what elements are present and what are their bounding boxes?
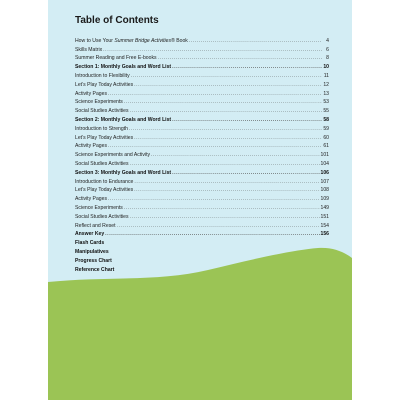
toc-entry-page-number: 4 [326,37,329,44]
toc-entry-label [75,99,123,105]
toc-entry[interactable] [75,97,329,106]
toc-entry-label [75,38,188,44]
toc-entry-page-number: 59 [323,125,329,132]
toc-dot-leader [158,55,322,61]
toc-entry-page-number: 10 [323,64,329,71]
toc-dot-leader [108,91,322,97]
toc-entry[interactable] [75,211,329,220]
toc-dot-leader [105,231,319,237]
toc-entry-label-text: Section 3: Monthly Goals and Word List [75,169,172,176]
toc-entry[interactable] [75,105,329,114]
toc-entry-page-number: 60 [323,134,329,141]
toc-title: Table of Contents [75,15,159,26]
toc-entry-label [75,82,133,88]
toc-entry-label [75,108,129,114]
toc-entry-page-number: 8 [326,55,329,62]
toc-entry-label-text: Social Studies Activities [75,160,129,167]
toc-entry[interactable] [75,185,329,194]
toc-entry-label-text: Science Experiments and Activity [75,152,151,159]
toc-dot-leader [130,108,322,114]
toc-entry-label [75,135,133,141]
toc-content [75,15,329,273]
toc-entry[interactable] [75,229,329,238]
toc-entry-label-italic: Summer Bridge Activities [114,37,172,44]
toc-entry[interactable] [75,167,329,176]
toc-entry-label-text: Reference Chart [75,266,115,273]
toc-dot-leader [103,47,322,53]
toc-entry[interactable] [75,246,329,255]
toc-entry-label-text: Science Experiments [75,99,123,106]
toc-entry-label [75,73,130,79]
toc-entry[interactable] [75,176,329,185]
toc-entry-label-text: Let’s Play Today Activities [75,134,134,141]
toc-dot-leader [189,38,322,44]
toc-entry[interactable] [75,70,329,79]
toc-dot-leader [134,82,322,88]
toc-entry[interactable] [75,53,329,62]
toc-entry-label [75,55,157,61]
toc-entry-label-text: Activity Pages [75,143,107,150]
toc-dot-leader [129,126,322,132]
toc-entry-page-number: 101 [320,152,329,159]
toc-entry[interactable] [75,132,329,141]
toc-entry-label [75,117,171,123]
toc-entry-label-text: Activity Pages [75,90,107,97]
toc-entry-label-text: Flash Cards [75,240,105,247]
toc-entry-page-number: 13 [323,90,329,97]
toc-entry[interactable] [75,202,329,211]
toc-entry[interactable] [75,220,329,229]
toc-entry-label-text: Activity Pages [75,196,107,203]
toc-entry-page-number: 11 [323,72,329,79]
toc-entry-label-text: Introduction to Flexibility [75,72,130,79]
toc-entry-page-number: 154 [320,222,329,229]
toc-dot-leader [134,135,322,141]
toc-entry-label [75,170,171,176]
toc-entry-label [75,47,102,53]
toc-entry-page-number: 156 [320,231,329,238]
toc-entry-page-number: 108 [320,187,329,194]
toc-entry-page-number: 55 [323,108,329,115]
toc-entry-page-number: 12 [323,81,329,88]
toc-entry-page-number: 107 [320,178,329,185]
toc-dot-leader [130,161,320,167]
toc-entry[interactable] [75,149,329,158]
toc-entry[interactable] [75,141,329,150]
toc-entry-page-number: 6 [326,46,329,53]
toc-entry-label [75,161,129,167]
toc-entry-label-text: Introduction to Endurance [75,178,134,185]
toc-entry[interactable] [75,158,329,167]
toc-entry-label-text: Reflect and Reset [75,222,116,229]
toc-entry-label [75,126,128,132]
toc-entry[interactable] [75,44,329,53]
toc-entry-label-text: Summer Reading and Free E-books [75,55,157,62]
toc-entry[interactable] [75,61,329,70]
toc-dot-leader [134,187,319,193]
toc-entry-label [75,64,171,70]
toc-entry-label-text: Section 2: Monthly Goals and Word List [75,116,172,123]
toc-dot-leader [172,117,322,123]
toc-entry-label [75,179,133,185]
toc-entry-label [75,214,129,220]
toc-dot-leader [108,196,320,202]
toc-entry-page-number: 106 [320,169,329,176]
toc-dot-leader [134,179,319,185]
toc-entry[interactable] [75,123,329,132]
toc-entry[interactable] [75,237,329,246]
toc-dot-leader [124,99,322,105]
toc-entry-label-text: Let’s Play Today Activities [75,187,134,194]
toc-entry-label-text: Introduction to Strength [75,125,128,132]
toc-entry-label [75,143,107,149]
toc-entry-label [75,91,107,97]
toc-entry[interactable] [75,35,329,44]
toc-entry[interactable] [75,79,329,88]
toc-entry-label [75,152,150,158]
toc-entry-label [75,240,104,246]
toc-entry-label-text: Science Experiments [75,204,123,211]
toc-entry-label [75,231,104,237]
toc-entry-label-suffix: ® Book [171,37,188,44]
toc-entry-label-text: Manipulatives [75,248,109,255]
toc-entry-label [75,267,114,273]
toc-entry-page-number: 104 [320,160,329,167]
toc-entry[interactable] [75,264,329,273]
toc-entry-page-number: 61 [323,143,329,150]
toc-entry[interactable] [75,255,329,264]
toc-entry-label-text: Answer Key [75,231,105,238]
toc-entry-label-text: Progress Chart [75,257,112,264]
toc-entry[interactable] [75,193,329,202]
toc-list [75,35,329,273]
toc-entry-label-text: How to Use Your [75,37,115,44]
toc-entry-label [75,249,109,255]
toc-dot-leader [130,214,320,220]
toc-entry-label [75,205,123,211]
toc-entry-label-text: Social Studies Activities [75,213,129,220]
toc-dot-leader [117,223,320,229]
toc-entry[interactable] [75,114,329,123]
toc-entry-page-number: 53 [323,99,329,106]
toc-entry-page-number: 151 [320,213,329,220]
toc-entry-label-text: Let’s Play Today Activities [75,81,134,88]
toc-entry-label-text: Social Studies Activities [75,108,129,115]
toc-dot-leader [151,152,319,158]
toc-entry-page-number: 109 [320,196,329,203]
toc-dot-leader [131,73,322,79]
toc-entry-label [75,258,112,264]
toc-entry-label [75,187,133,193]
toc-entry[interactable] [75,88,329,97]
toc-entry-label-text: Skills Matrix [75,46,103,53]
toc-entry-label [75,223,116,229]
document-page [48,0,352,400]
toc-entry-label [75,196,107,202]
toc-dot-leader [172,170,319,176]
toc-dot-leader [124,205,320,211]
toc-entry-page-number: 58 [323,116,329,123]
toc-entry-label-text: Section 1: Monthly Goals and Word List [75,64,172,71]
toc-entry-page-number: 149 [320,204,329,211]
toc-dot-leader [172,64,322,70]
toc-dot-leader [108,143,322,149]
